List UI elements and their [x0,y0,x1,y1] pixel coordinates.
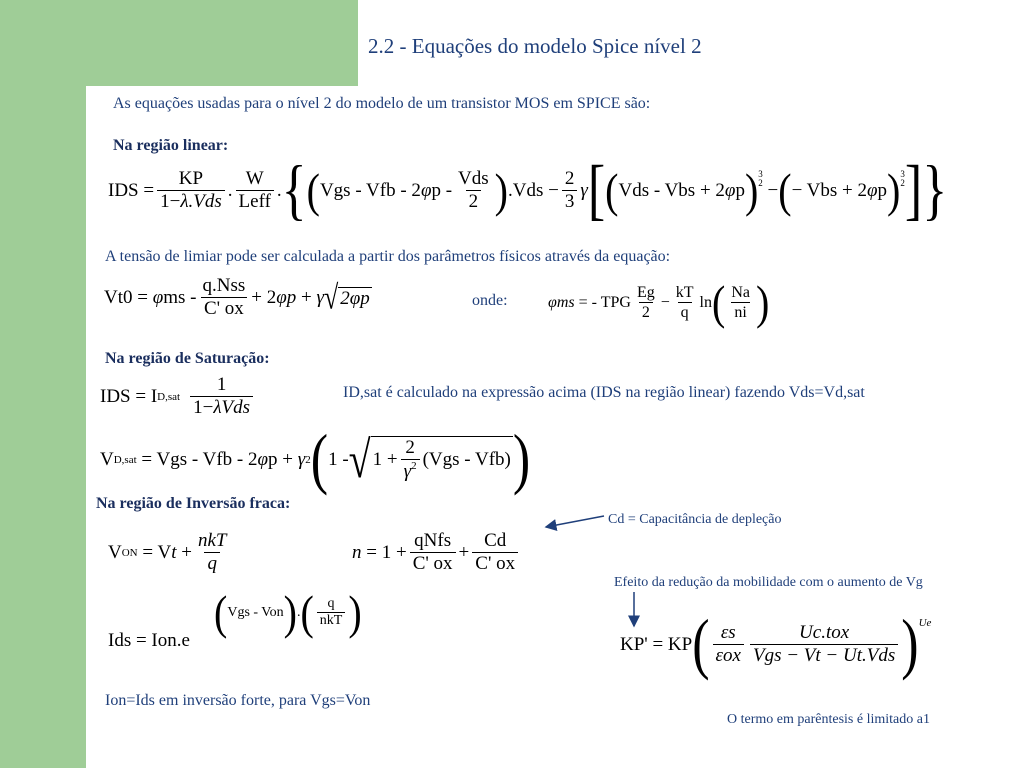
nkt: nkT [197,530,227,552]
vgs-von: Vgs - Von [227,605,284,620]
threshold-text: A tensão de limiar pode ser calculada a partir dos parâmetros físicos através da equação: [105,248,671,265]
phi-p: φp [276,287,297,308]
ids-sat-equation [100,368,256,426]
v: V [100,449,114,470]
kp-fraction [157,168,225,214]
p: p [877,180,888,201]
kp-eq: KP' = KP [620,634,693,655]
q: q [204,552,220,576]
den-one: 1− [193,397,214,419]
dot-vds: .Vds [507,180,544,201]
two-num: 2 [564,168,575,190]
saturation-heading: Na região de Saturação: [105,350,270,367]
one: 1 [216,374,227,396]
tpg: = - TPG [578,294,631,311]
vt0-equation [104,268,372,328]
vdsat-equation [100,422,531,497]
phi: φ [867,180,878,201]
nkt-fraction [195,530,230,576]
sqrt [348,430,513,490]
minus: − [660,294,670,311]
v: V [108,542,122,563]
exponent-expression [214,582,362,644]
cd: Cd [484,530,507,552]
onde-label: onde: [472,292,508,309]
brace-open: { [281,153,307,228]
p-minus: p - [431,180,453,201]
paren-close: ) [348,585,362,640]
square: 2 [305,454,311,466]
dot: . [276,180,282,201]
ms-minus: ms - [163,287,197,308]
dot: . [296,605,301,620]
phi: φ [724,180,736,201]
sqrt-content: 2φp [340,287,370,309]
bracket-open: [ [587,153,606,228]
plus: + [300,287,312,308]
paren-close: ) [744,163,759,218]
gamma: γ [403,461,412,483]
on-sub: ON [121,547,138,559]
top-green-band [0,0,358,86]
mobility-note: Efeito da redução da mobilidade com o aumento de Vg [614,575,923,590]
paren-close: ) [283,585,297,640]
gamma: γ [297,449,306,470]
cox: C' ox [472,552,518,576]
n-eq: = 1 + [366,542,407,563]
nkt: nkT [317,612,346,630]
brace-close: } [922,153,948,228]
ids: IDS [100,386,131,407]
eg-fraction [634,284,658,323]
one-plus: 1 + [372,449,398,471]
exp-den: 2 [900,178,905,188]
minus: − [767,180,779,201]
plus: + [458,542,470,563]
ue-exponent: Ue [918,617,932,629]
lambda-vds: λVds [213,397,251,419]
eox-text: εox [715,645,741,667]
paren-open: ( [300,585,314,640]
paren-close: ) [901,607,919,682]
na-fraction [728,284,753,323]
two: 2 [405,437,415,459]
dot: . [227,180,233,201]
kt-fraction [673,284,697,323]
q: q [327,596,335,612]
ids-weak-equation: Ids = Ion.e [108,630,190,651]
p-plus: p + [268,449,293,470]
qnfs: qNfs [414,530,452,552]
gamma-fraction [401,437,420,484]
square: 2 [411,460,417,473]
plus-two: + 2 [251,287,277,308]
uc-fraction [750,622,898,668]
lambda-vds: λ.Vds [180,191,222,213]
eq-v: = V [142,542,172,563]
es [718,622,739,644]
vgs-vfb: Vgs - Vfb - 2 [319,180,421,201]
gamma-sq [401,459,420,484]
linear-heading: Na região linear: [113,137,229,154]
leff-den: Leff [236,190,274,214]
two: 2 [639,302,653,322]
gamma: γ [316,287,324,308]
sqrt-icon: √ [323,278,339,317]
nss-fraction [199,275,248,321]
lambda-fraction [190,374,253,420]
exp-num: 3 [900,169,905,179]
sqrt-icon: √ [348,430,371,490]
two-thirds [562,168,578,214]
vgs-vt-expr: Vgs − Vt − Ut.Vds [750,644,898,668]
sqrt [323,278,372,317]
q: q [678,302,692,322]
cox: C' ox [410,552,456,576]
slide-title: 2.2 - Equações do modelo Spice nível 2 [368,34,702,58]
linear-equation [108,153,948,228]
uctox: Uc.tox [799,622,850,644]
two-den: 2 [466,190,482,214]
ln: ln [699,294,712,311]
exponent [758,170,763,188]
eq-vgs: = Vgs - Vfb - 2 [141,449,258,470]
phi: φ [257,449,269,470]
ids-label: IDS [108,180,139,201]
paren-close: ) [755,275,770,330]
cd-note: Cd = Capacitância de depleção [608,512,782,527]
vt0: Vt0 [104,287,133,308]
p: p [735,180,745,201]
kp-mobility-equation [620,607,932,682]
cd-fraction [472,530,518,576]
paren-open: ( [310,422,329,497]
eq-sign: = [143,180,155,201]
ni: ni [731,302,749,322]
limit-note: O termo em parêntesis é limitado a1 [727,712,930,727]
n-equation [352,522,521,584]
es-text: εs [720,622,736,644]
paren-open: ( [306,163,320,218]
exp-den: 2 [758,178,763,188]
paren-close: ) [512,422,531,497]
phi: φ [152,287,164,308]
paren-open: ( [711,275,726,330]
sqrt-content [371,436,513,484]
eq-sign: = [135,386,147,407]
weak-heading: Na região de Inversão fraca: [96,495,291,512]
phi: φ [420,180,432,201]
vgs-vfb: (Vgs - Vfb) [422,449,511,471]
w-num: W [245,168,264,190]
paren-close: ) [494,163,508,218]
den-one: 1− [160,191,181,213]
dsat-sub: D,sat [157,391,181,403]
plus: + [181,542,192,563]
idsat-note: ID,sat é calculado na expressão acima (IDS na região linear) fazendo Vds=Vd,sat [343,384,865,401]
cox: C' ox [201,297,247,321]
exp-num: 3 [758,169,763,179]
paren-open: ( [692,607,710,682]
vds-num: Vds [458,168,489,190]
three-den: 3 [562,190,578,214]
t: t [171,542,177,563]
phims: φms [548,294,575,311]
n: n [352,542,362,563]
eg: Eg [636,283,655,301]
kt: kT [675,283,694,301]
vds-fraction [455,168,492,214]
paren-close: ) [887,163,901,218]
one-minus: 1 - [328,449,349,470]
i: I [150,386,158,407]
minus: − [548,180,559,201]
eq-sign: = [137,287,148,308]
lambda-den [190,396,253,420]
na: Na [731,283,750,301]
gamma: γ [580,180,588,201]
ion-note: Ion=Ids em inversão forte, para Vgs=Von [105,692,371,709]
q-nkt-fraction [317,596,346,630]
paren-open: ( [778,163,792,218]
left-green-band [0,0,86,768]
von-equation [108,522,232,584]
w-fraction [236,168,274,214]
kp-den [157,190,225,214]
dsat-sub: D,sat [113,454,137,466]
vds-vbs: Vds - Vbs + 2 [618,180,725,201]
eox [713,644,744,668]
eps-fraction [713,622,744,668]
paren-open: ( [605,163,619,218]
phims-equation [548,276,769,330]
kp-num: KP [178,168,204,190]
qnss: q.Nss [202,275,246,297]
intro-text: As equações usadas para o nível 2 do modelo de um transistor MOS em SPICE são: [113,95,651,112]
bracket-close: ] [904,153,923,228]
nfs-fraction [410,530,456,576]
paren-open: ( [214,585,228,640]
neg-vbs: − Vbs + 2 [791,180,868,201]
